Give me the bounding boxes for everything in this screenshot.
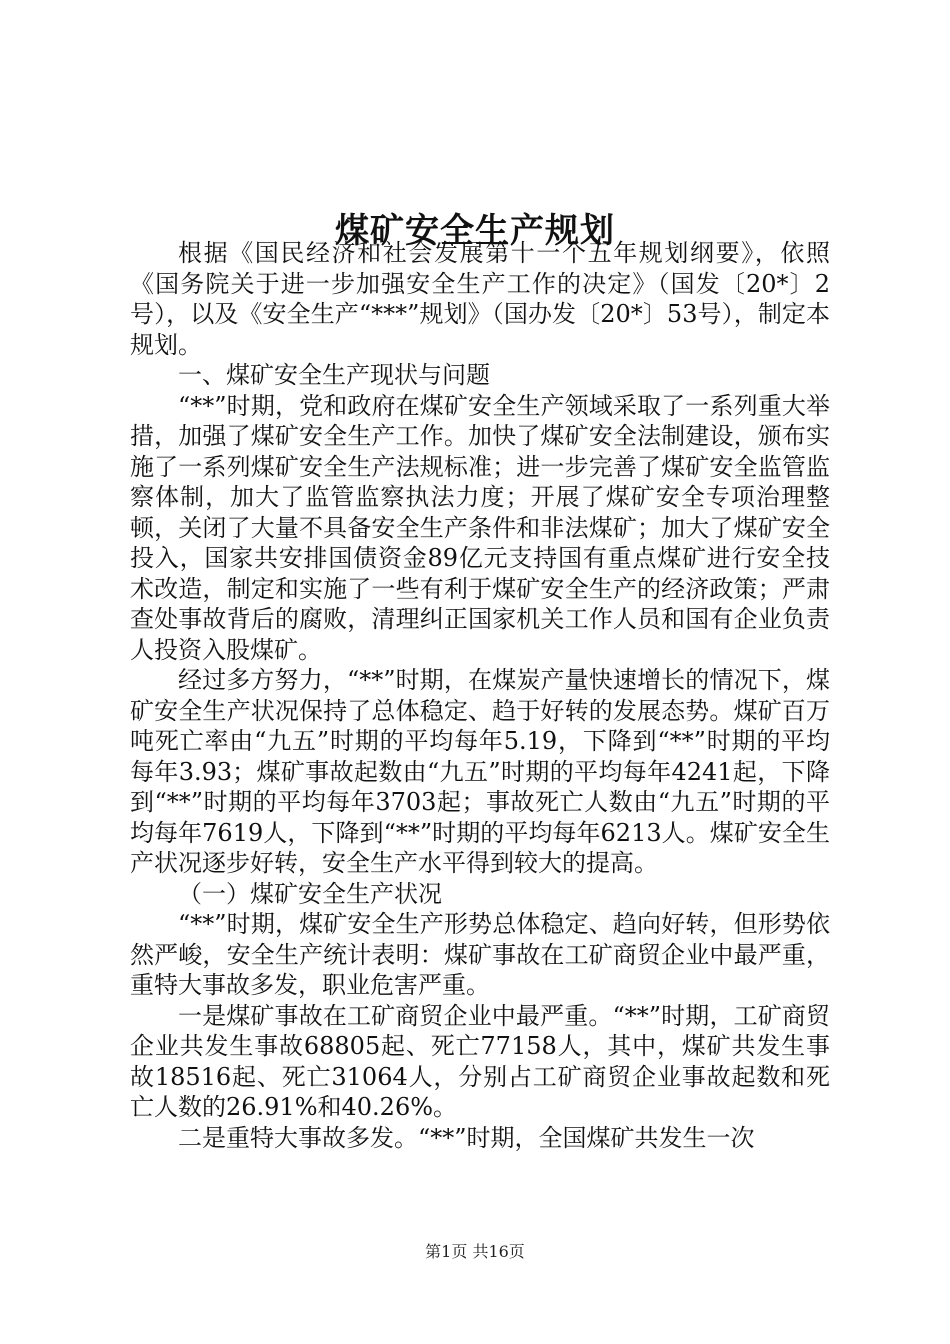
section-heading-1: 一、煤矿安全生产现状与问题 bbox=[178, 361, 490, 389]
paragraph-intro: 根据《国民经济和社会发展第十一个五年规划纲要》，依照《国务院关于进一步加强安全生产工作的决定》（国发〔20*〕2号），以及《安全生产“***”规划》（国办发〔20*〕53号），制定本规划。 bbox=[130, 239, 830, 359]
document-title: 煤矿安全生产规划 bbox=[335, 210, 615, 251]
paragraph: 经过多方努力，“**”时期，在煤炭产量快速增长的情况下，煤矿安全生产状况保持了总体稳定、趋于好转的发展态势。煤矿百万吨死亡率由“九五”时期的平均每年5.19，下降到“**”时期的平均每年3.93；煤矿事故起数由“九五”时期的平均每年4241起，下降到“**”时期的平均每年3703起；事故死亡人数由“九五”时期的平均每年7619人，下降到“**”时期的平均每年6213人。煤矿安全生产状况逐步好转，安全生产水平得到较大的提高。 bbox=[130, 666, 830, 877]
paragraph: 一是煤矿事故在工矿商贸企业中最严重。“**”时期，工矿商贸企业共发生事故68805起、死亡77158人，其中，煤矿共发生事故18516起、死亡31064人，分别占工矿商贸企业事故起数和死亡人数的26.91%和40.26%。 bbox=[130, 1001, 830, 1121]
page-number-footer: 第1页 共16页 bbox=[425, 1242, 525, 1261]
paragraph: 二是重特大事故多发。“**”时期，全国煤矿共发生一次 bbox=[178, 1123, 755, 1152]
document-body bbox=[130, 238, 830, 1153]
subsection-heading-1: （一）煤矿安全生产状况 bbox=[178, 879, 442, 908]
paragraph: “**”时期，煤矿安全生产形势总体稳定、趋向好转，但形势依然严峻，安全生产统计表明：煤矿事故在工矿商贸企业中最严重，重特大事故多发，职业危害严重。 bbox=[130, 910, 830, 999]
paragraph: “**”时期，党和政府在煤矿安全生产领域采取了一系列重大举措，加强了煤矿安全生产工作。加快了煤矿安全法制建设，颁布实施了一系列煤矿安全生产法规标准；进一步完善了煤矿安全监管监察体制，加大了监管监察执法力度；开展了煤矿安全专项治理整顿，关闭了大量不具备安全生产条件和非法煤矿；加大了煤矿安全投入，国家共安排国债资金89亿元支持国有重点煤矿进行安全技术改造，制定和实施了一些有利于煤矿安全生产的经济政策；严肃查处事故背后的腐败，清理纠正国家机关工作人员和国有企业负责人投资入股煤矿。 bbox=[130, 391, 830, 664]
